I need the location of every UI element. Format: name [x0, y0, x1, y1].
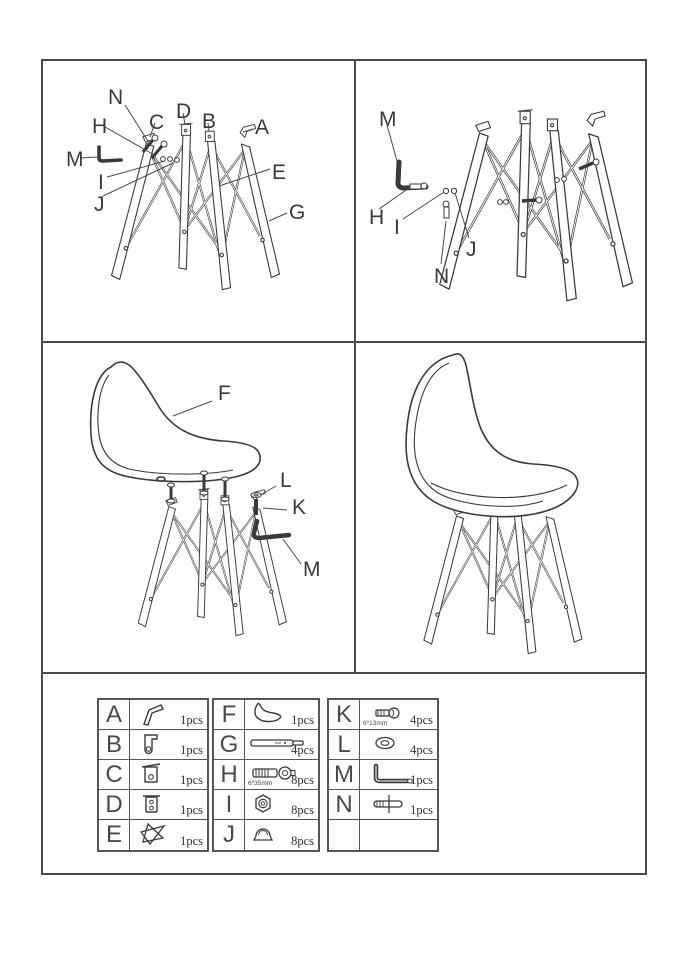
part-size: 6*35mm: [248, 780, 273, 787]
seat-shell-outline: [406, 354, 578, 517]
loose-hardware: [398, 159, 599, 218]
washer-icon: [504, 200, 509, 205]
label-step2-I: I: [394, 216, 400, 239]
washer-icon: [498, 200, 503, 205]
parts-table-group-3: [327, 698, 439, 852]
wire-cross-brace-icon: [132, 821, 182, 848]
label-step3-M: M: [303, 558, 321, 581]
panel-divider-horizontal-2: [41, 672, 645, 674]
hook-bracket-icon: [132, 731, 182, 758]
part-id: D: [99, 790, 130, 819]
part-qty: 1pcs: [180, 743, 203, 757]
part-id: K: [329, 700, 360, 729]
part-row-N: [329, 790, 437, 820]
hex-nut-icon: [247, 791, 297, 818]
part-qty: 8pcs: [291, 834, 314, 848]
panel-divider-vertical: [354, 59, 356, 674]
part-qty: 1pcs: [180, 803, 203, 817]
part-id: M: [329, 760, 360, 789]
part-qty: 8pcs: [291, 803, 314, 817]
flange-bracket-icon: [132, 761, 182, 788]
nut-icon: [451, 188, 456, 193]
label-step1-I: I: [98, 171, 104, 194]
part-row-F: [214, 700, 318, 730]
part-row-J: [214, 820, 318, 850]
panel-step4-assembled-chair: [357, 343, 644, 671]
part-qty: 8pcs: [291, 773, 314, 787]
nut-icon: [175, 158, 180, 163]
part-row-M: [329, 760, 437, 790]
part-row-H: [214, 760, 318, 790]
part-row-C: [99, 760, 207, 790]
part-row-E: [99, 820, 207, 850]
part-id: J: [214, 820, 245, 850]
panel-step3-seat-mount: [43, 343, 354, 671]
washer-icon: [443, 188, 448, 193]
label-step1-N: N: [108, 86, 124, 109]
parts-table-group-1: [97, 698, 209, 852]
channel-bracket-icon: [132, 791, 182, 818]
panel-step2-base-screws: [357, 61, 644, 340]
label-step1-C: C: [149, 111, 165, 134]
cap-nut-icon: [247, 821, 297, 848]
allen-key-icon: [99, 147, 121, 161]
part-qty: 1pcs: [180, 834, 203, 848]
label-step1-G: G: [289, 201, 306, 224]
label-step1-B: B: [202, 110, 217, 133]
seat-shell-icon: [247, 701, 297, 728]
part-id: I: [214, 790, 245, 819]
label-step3-L: L: [280, 469, 292, 492]
part-row-K: [329, 700, 437, 730]
loose-hardware: [99, 135, 179, 162]
part-qty: 1pcs: [291, 713, 314, 727]
label-step1-M: M: [66, 148, 84, 171]
label-step2-M: M: [379, 108, 397, 131]
part-qty: 4pcs: [410, 713, 433, 727]
washer-icon: [562, 177, 567, 182]
part-id: C: [99, 760, 130, 789]
part-id: E: [99, 820, 130, 850]
part-id: N: [329, 790, 360, 819]
parts-table-group-2: [212, 698, 320, 852]
part-id: A: [99, 700, 130, 729]
seat-shell-outline: [91, 362, 261, 482]
base-screws-drawing: [357, 61, 644, 340]
part-row-G: [214, 730, 318, 760]
part-row-L: [329, 730, 437, 760]
part-id: B: [99, 730, 130, 759]
screw-icon: [221, 477, 229, 501]
part-qty: 4pcs: [410, 743, 433, 757]
panel-step1-base-exploded: [43, 61, 354, 340]
label-step3-F: F: [218, 382, 231, 405]
part-row-I: [214, 790, 318, 820]
screw-icon: [167, 483, 175, 503]
part-id: [329, 820, 360, 850]
part-qty: 4pcs: [291, 743, 314, 757]
washer-icon: [168, 157, 173, 162]
seat-mount-drawing: [43, 343, 354, 671]
label-step2-J: J: [466, 238, 477, 261]
part-id: H: [214, 760, 245, 789]
label-step1-J: J: [94, 193, 105, 216]
screw-icon: [200, 471, 208, 495]
washer-icon: [555, 178, 560, 183]
label-step2-H: H: [369, 206, 385, 229]
label-step1-E: E: [272, 161, 287, 184]
part-qty: 1pcs: [180, 773, 203, 787]
label-step1-D: D: [176, 100, 192, 123]
screw-icon: [522, 200, 536, 201]
base-exploded-drawing: [43, 61, 354, 340]
label-step1-H: H: [92, 115, 108, 138]
part-qty: 1pcs: [410, 773, 433, 787]
part-row-D: [99, 790, 207, 820]
part-id: L: [329, 730, 360, 759]
bolt-icon: [410, 183, 427, 189]
part-row-A: [99, 700, 207, 730]
label-step1-A: A: [255, 116, 270, 139]
part-id: G: [214, 730, 245, 759]
part-qty: 1pcs: [410, 803, 433, 817]
screw-icon: [443, 201, 449, 218]
back-bracket-icon: [132, 701, 182, 728]
part-row-empty: [329, 820, 437, 850]
assembled-chair-drawing: [357, 343, 644, 671]
label-step3-K: K: [292, 496, 307, 519]
part-id: F: [214, 700, 245, 729]
part-size: 6*13mm: [363, 720, 388, 727]
part-row-B: [99, 730, 207, 760]
part-qty: 1pcs: [180, 713, 203, 727]
label-step2-N: N: [434, 265, 450, 288]
